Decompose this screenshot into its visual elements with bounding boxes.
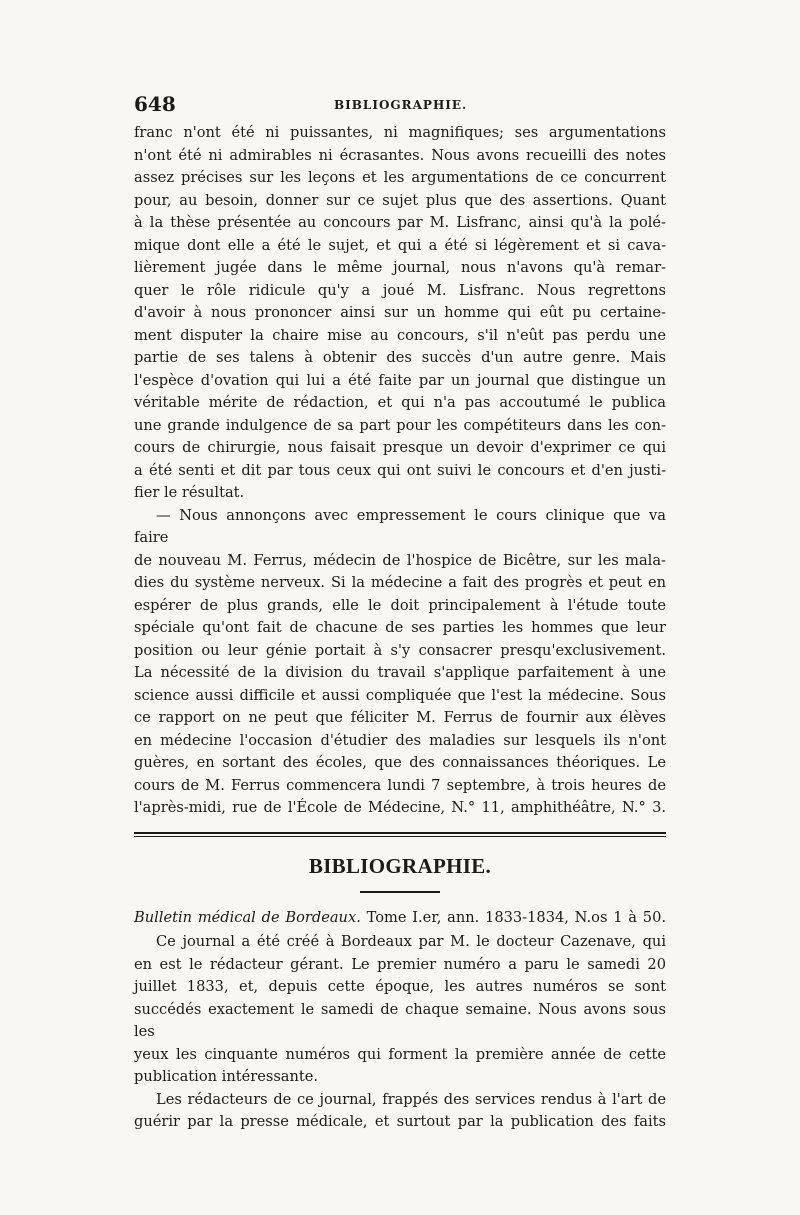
reference-details: Tome I.er, ann. 1833-1834, N.os 1 à 50. bbox=[360, 908, 666, 926]
text-line: en est le rédacteur gérant. Le premier numéro a paru le samedi 20 bbox=[134, 955, 666, 973]
text-line: fier le résultat. bbox=[134, 484, 245, 501]
text-line: de nouveau M. Ferrus, médecin de l'hospice de Bicêtre, sur les mala- bbox=[134, 551, 666, 569]
page bbox=[134, 92, 666, 1134]
running-title: BIBLIOGRAPHIE. bbox=[334, 98, 468, 112]
text-line: l'espèce d'ovation qui lui a été faite par un journal que distingue un bbox=[134, 371, 666, 389]
section-title: BIBLIOGRAPHIE. bbox=[308, 853, 492, 878]
text-line: franc n'ont été ni puissantes, ni magnifiques; ses argumentations bbox=[134, 124, 666, 141]
text-line: yeux les cinquante numéros qui forment la première année de cette bbox=[134, 1045, 666, 1063]
page-number: 648 bbox=[134, 92, 176, 116]
text-line: Ce journal a été créé à Bordeaux par M. le docteur Cazenave, qui bbox=[156, 933, 666, 950]
text-line: lièrement jugée dans le même journal, nous n'avons qu'à remar- bbox=[134, 259, 666, 276]
text-line: quer le rôle ridicule qu'y a joué M. Lisfranc. Nous regrettons bbox=[134, 281, 666, 299]
text-line: publication intéressante. bbox=[134, 1068, 319, 1085]
section-divider bbox=[134, 832, 666, 837]
paragraph-redacteurs bbox=[134, 1089, 666, 1134]
bibliographic-reference bbox=[134, 907, 666, 930]
text-line: n'ont été ni admirables ni écrasantes. Nous avons recueilli des notes bbox=[134, 146, 666, 164]
text-line: espérer de plus grands, elle le doit principalement à l'étude toute bbox=[134, 596, 666, 614]
text-line: ment disputer la chaire mise au concours, s'il n'eût pas perdu une bbox=[134, 326, 666, 344]
text-line: La nécessité de la division du travail s'applique parfaitement à une bbox=[134, 664, 666, 681]
text-line: à la thèse présentée au concours par M. Lisfranc, ainsi qu'à la polé- bbox=[134, 214, 666, 231]
text-line: véritable mérite de rédaction, et qui n'a pas accoutumé le publica bbox=[134, 394, 666, 411]
text-line: dies du système nerveux. Si la médecine a fait des progrès et peut en bbox=[134, 574, 666, 591]
running-head bbox=[134, 92, 666, 122]
text-line: en médecine l'occasion d'étudier des maladies sur lesquels ils n'ont bbox=[134, 731, 666, 749]
text-line: position ou leur génie portait à s'y consacrer presqu'exclusivement. bbox=[134, 641, 666, 659]
text-line: cours de M. Ferrus commencera lundi 7 septembre, à trois heures de bbox=[134, 776, 666, 794]
text-line: pour, au besoin, donner sur ce sujet plus que des assertions. Quant bbox=[134, 191, 666, 209]
text-line: ce rapport on ne peut que féliciter M. Ferrus de fournir aux élèves bbox=[134, 709, 666, 726]
text-line: une grande indulgence de sa part pour les compétiteurs dans les con- bbox=[134, 416, 666, 434]
text-line: Les rédacteurs de ce journal, frappés des services rendus à l'art de bbox=[156, 1090, 666, 1108]
text-line: succédés exactement le samedi de chaque semaine. Nous avons sous les bbox=[134, 1000, 666, 1040]
text-line: guérir par la presse médicale, et surtout par la publication des faits bbox=[134, 1113, 666, 1130]
text-line: juillet 1833, et, depuis cette époque, les autres numéros se sont bbox=[134, 978, 666, 995]
text-line: cours de chirurgie, nous faisait presque un devoir d'exprimer ce qui bbox=[134, 439, 666, 456]
text-line: l'après-midi, rue de l'École de Médecine, N.° 11, amphithéâtre, N.° 3. bbox=[134, 799, 666, 816]
text-line: spéciale qu'ont fait de chacune de ses parties les hommes que leur bbox=[134, 619, 666, 636]
text-line: partie de ses talens à obtenir des succès d'un autre genre. Mais bbox=[134, 349, 666, 366]
reference-title: Bulletin médical de Bordeaux. bbox=[134, 908, 361, 926]
text-line: — Nous annonçons avec empressement le cours clinique que va faire bbox=[134, 506, 666, 546]
text-line: assez précises sur les leçons et les argumentations de ce concurrent bbox=[134, 169, 666, 186]
title-rule bbox=[360, 891, 440, 893]
text-line: mique dont elle a été le sujet, et qui a été si légèrement et si cava- bbox=[134, 236, 666, 254]
paragraph-ferrus bbox=[134, 505, 666, 820]
paragraph-lisfranc bbox=[134, 122, 666, 505]
text-line: a été senti et dit par tous ceux qui ont suivi le concours et d'en justi- bbox=[134, 461, 666, 479]
paragraph-journal bbox=[134, 931, 666, 1089]
text-line: guères, en sortant des écoles, que des connaissances théoriques. Le bbox=[134, 754, 666, 771]
text-line: science aussi difficile et aussi compliquée que l'est la médecine. Sous bbox=[134, 686, 666, 704]
text-line: d'avoir à nous prononcer ainsi sur un homme qui eût pu certaine- bbox=[134, 304, 666, 321]
